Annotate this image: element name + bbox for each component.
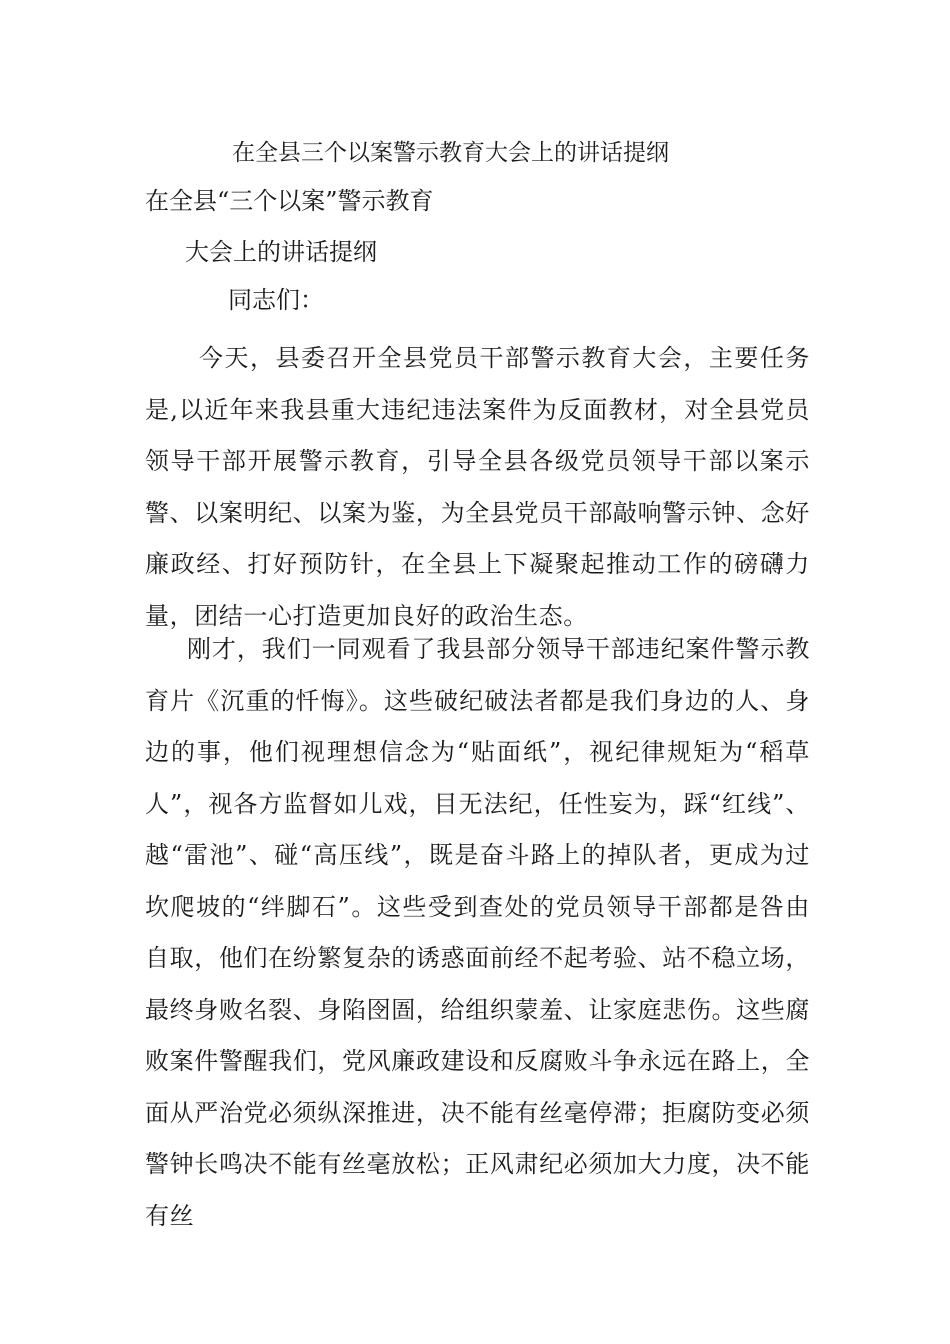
salutation: 同志们：	[228, 286, 324, 314]
paragraph-2: 刚才，我们一同观看了我县部分领导干部违纪案件警示教育片《沉重的忏悔》。这些破纪破法者都是我们身边的人、身边的事，他们视理想信念为“贴面纸”，视纪律规矩为“稻草人”，视各方监督如儿戏，目无法纪，任性妄为，踩“红线”、越“雷池”、碰“高压线”，既是奋斗路上的掉队者，更成为过坎爬坡的“绊脚石”。这些受到查处的党员领导干部都是咎由自取，他们在纷繁复杂的诱惑面前经不起考验、站不稳立场，最终身败名裂、身陷囹圄，给组织蒙羞、让家庭悲伤。这些腐败案件警醒我们，党风廉政建设和反腐败斗争永远在路上，全面从严治党必须纵深推进，决不能有丝毫停滞；拒腐防变必须警钟长鸣决不能有丝毫放松；正风肃纪必须加大力度，决不能有丝	[145, 635, 810, 1230]
heading-line-2: 大会上的讲话提纲	[185, 238, 377, 266]
heading-line-1: 在全县“三个以案”警示教育	[145, 187, 434, 215]
document-title: 在全县三个以案警示教育大会上的讲话提纲	[232, 140, 669, 166]
paragraph-1: 今天，县委召开全县党员干部警示教育大会，主要任务是,以近年来我县重大违纪违法案件为反面教材，对全县党员领导干部开展警示教育，引导全县各级党员领导干部以案示警、以案明纪、以案为鉴，为全县党员干部敲响警示钟、念好廉政经、打好预防针，在全县上下凝聚起推动工作的磅礴力量，团结一心打造更加良好的政治生态。	[145, 344, 810, 630]
